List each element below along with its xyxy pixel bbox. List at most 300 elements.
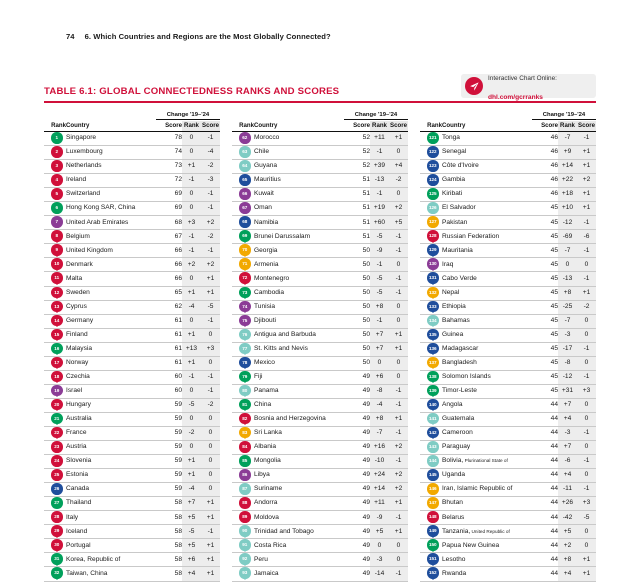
change-rank-cell: +39 [370, 160, 389, 174]
change-score-cell: +2 [389, 483, 408, 497]
table-row [420, 174, 596, 188]
rank-pin-icon: 29 [51, 525, 63, 537]
table-row [420, 286, 596, 300]
score-cell: 44 [532, 469, 558, 483]
table-row [232, 216, 408, 230]
rank-pin-icon: 124 [427, 174, 439, 186]
table-row [232, 230, 408, 244]
change-score-cell: 0 [201, 469, 220, 483]
rank-pin-icon: 93 [239, 567, 251, 579]
country-cell: Fiji [254, 370, 344, 384]
country-cell: Djibouti [254, 314, 344, 328]
rank-pin-icon: 139 [427, 385, 439, 397]
rank-cell [232, 216, 254, 230]
table-row [232, 567, 408, 581]
change-score-cell: -1 [577, 426, 596, 440]
change-rank-cell: -1 [370, 146, 389, 160]
rank-pin-icon: 92 [239, 553, 251, 565]
country-cell: Tonga [442, 132, 532, 146]
score-cell: 45 [532, 286, 558, 300]
rank-pin-icon: 19 [51, 385, 63, 397]
rank-cell [44, 300, 66, 314]
rank-pin-icon: 90 [239, 525, 251, 537]
table-row [232, 300, 408, 314]
rank-cell [44, 384, 66, 398]
rank-cell [44, 328, 66, 342]
rank-pin-icon: 17 [51, 357, 63, 369]
rank-table-3 [420, 121, 596, 582]
change-rank-cell: -5 [182, 398, 201, 412]
change-rank-cell: +11 [370, 497, 389, 511]
change-score-cell: -1 [389, 244, 408, 258]
rank-pin-icon: 66 [239, 188, 251, 200]
table-row [44, 356, 220, 370]
rank-cell [420, 188, 442, 202]
rank-pin-icon: 82 [239, 413, 251, 425]
change-rank-cell: +9 [558, 146, 577, 160]
score-cell: 61 [156, 342, 182, 356]
table-row [420, 216, 596, 230]
rank-cell [44, 314, 66, 328]
change-score-cell: +1 [201, 272, 220, 286]
table-row [44, 244, 220, 258]
change-score-cell: 0 [577, 412, 596, 426]
rank-pin-icon: 67 [239, 202, 251, 214]
country-cell: Hungary [66, 398, 156, 412]
change-score-cell: -1 [389, 230, 408, 244]
country-cell: Luxembourg [66, 146, 156, 160]
change-rank-cell: +2 [558, 539, 577, 553]
change-rank-cell: +4 [558, 567, 577, 581]
change-rank-cell: +1 [182, 356, 201, 370]
score-cell: 44 [532, 511, 558, 525]
interactive-chart-link[interactable] [461, 74, 596, 101]
country-cell: Madagascar [442, 342, 532, 356]
rank-table-2 [232, 121, 408, 582]
rank-cell [232, 567, 254, 581]
change-rank-cell: +19 [370, 202, 389, 216]
score-cell: 46 [532, 174, 558, 188]
change-rank-cell: +3 [182, 216, 201, 230]
country-cell: Portugal [66, 539, 156, 553]
change-rank-cell: +1 [182, 160, 201, 174]
country-cell: Côte d'Ivoire [442, 160, 532, 174]
page-number: 74 [66, 32, 75, 41]
table-row [44, 539, 220, 553]
change-score-cell: +3 [577, 384, 596, 398]
score-cell: 59 [156, 483, 182, 497]
table-row [44, 455, 220, 469]
interactive-chart-label: Interactive Chart Online: [488, 75, 557, 83]
change-group-header: Change '19–'24 [344, 112, 408, 120]
change-score-cell: -1 [389, 455, 408, 469]
header-score: Score [156, 121, 182, 132]
rank-pin-icon: 6 [51, 202, 63, 214]
rank-pin-icon: 69 [239, 230, 251, 242]
change-score-cell: -1 [201, 188, 220, 202]
change-score-cell: +1 [201, 497, 220, 511]
rank-cell [232, 525, 254, 539]
rank-cell [232, 483, 254, 497]
rank-cell [44, 469, 66, 483]
change-score-cell: 0 [201, 455, 220, 469]
rank-pin-icon: 132 [427, 287, 439, 299]
score-cell: 50 [344, 286, 370, 300]
rank-cell [232, 258, 254, 272]
rank-cell [420, 525, 442, 539]
score-cell: 52 [344, 146, 370, 160]
change-rank-cell: +13 [182, 342, 201, 356]
header-country: Country [442, 121, 532, 132]
change-rank-cell: 0 [182, 146, 201, 160]
country-cell: Georgia [254, 244, 344, 258]
rank-cell [44, 174, 66, 188]
score-cell: 45 [532, 230, 558, 244]
change-rank-cell: 0 [370, 356, 389, 370]
header-change-score: Score [577, 121, 596, 132]
score-cell: 74 [156, 146, 182, 160]
country-cell: Panama [254, 384, 344, 398]
change-rank-cell: -1 [370, 188, 389, 202]
table-row [44, 511, 220, 525]
table-row [44, 258, 220, 272]
country-cell: Kiribati [442, 188, 532, 202]
country-cell: Ethiopia [442, 300, 532, 314]
table-row [232, 188, 408, 202]
rank-cell [420, 412, 442, 426]
change-score-cell: -6 [577, 230, 596, 244]
change-score-cell: 0 [201, 483, 220, 497]
country-cell: Senegal [442, 146, 532, 160]
country-cell: Germany [66, 314, 156, 328]
rank-pin-icon: 18 [51, 371, 63, 383]
change-rank-cell: -1 [182, 230, 201, 244]
country-cell: Lesotho [442, 553, 532, 567]
country-cell: Papua New Guinea [442, 539, 532, 553]
table-row [420, 384, 596, 398]
rank-pin-icon: 150 [427, 539, 439, 551]
header-country: Country [66, 121, 156, 132]
rank-pin-icon: 2 [51, 146, 63, 158]
table-row [232, 314, 408, 328]
rank-pin-icon: 130 [427, 258, 439, 270]
score-cell: 45 [532, 244, 558, 258]
score-cell: 59 [156, 398, 182, 412]
country-cell: Brunei Darussalam [254, 230, 344, 244]
rank-pin-icon: 79 [239, 371, 251, 383]
score-cell: 66 [156, 272, 182, 286]
country-cell: Andorra [254, 497, 344, 511]
country-cell: Paraguay [442, 441, 532, 455]
change-rank-cell: -3 [558, 328, 577, 342]
change-rank-cell: -25 [558, 300, 577, 314]
table-row [44, 230, 220, 244]
change-score-cell: -5 [577, 511, 596, 525]
rank-pin-icon: 84 [239, 441, 251, 453]
country-cell: Czechia [66, 370, 156, 384]
change-score-cell: -1 [389, 511, 408, 525]
rank-pin-icon: 125 [427, 188, 439, 200]
rank-pin-icon: 134 [427, 315, 439, 327]
change-score-cell: -2 [577, 300, 596, 314]
change-score-cell: +1 [577, 286, 596, 300]
change-score-cell: +2 [577, 174, 596, 188]
rank-cell [232, 132, 254, 146]
table-row [232, 398, 408, 412]
change-rank-cell: -5 [182, 525, 201, 539]
rank-cell [232, 244, 254, 258]
change-score-cell: +1 [201, 553, 220, 567]
change-rank-cell: -7 [558, 314, 577, 328]
rank-cell [232, 188, 254, 202]
country-cell: El Salvador [442, 202, 532, 216]
score-cell: 52 [344, 160, 370, 174]
change-rank-cell: -10 [370, 455, 389, 469]
table-row [232, 370, 408, 384]
change-rank-cell: +7 [558, 398, 577, 412]
table-row [232, 202, 408, 216]
change-rank-cell: +16 [370, 441, 389, 455]
country-cell: Taiwan, China [66, 567, 156, 581]
change-rank-cell: -3 [558, 426, 577, 440]
table-row [420, 426, 596, 440]
country-cell: Guatemala [442, 412, 532, 426]
score-cell: 44 [532, 497, 558, 511]
change-rank-cell: +14 [558, 160, 577, 174]
rank-cell [232, 314, 254, 328]
score-cell: 51 [344, 188, 370, 202]
score-cell: 49 [344, 553, 370, 567]
rank-cell [44, 230, 66, 244]
rank-pin-icon: 80 [239, 385, 251, 397]
rank-pin-icon: 15 [51, 329, 63, 341]
rank-cell [420, 286, 442, 300]
change-rank-cell: -17 [558, 342, 577, 356]
score-cell: 50 [344, 244, 370, 258]
rank-cell [44, 398, 66, 412]
rank-cell [44, 342, 66, 356]
change-rank-cell: -7 [558, 244, 577, 258]
score-cell: 50 [344, 272, 370, 286]
score-cell: 44 [532, 539, 558, 553]
change-rank-cell: -3 [370, 553, 389, 567]
score-cell: 49 [344, 398, 370, 412]
country-cell: Pakistan [442, 216, 532, 230]
rank-cell [44, 539, 66, 553]
change-score-cell: +2 [201, 258, 220, 272]
rank-cell [232, 398, 254, 412]
page-title: TABLE 6.1: GLOBAL CONNECTEDNESS RANKS AND SCORES [44, 86, 340, 97]
country-cell: Chile [254, 146, 344, 160]
change-score-cell: +1 [577, 567, 596, 581]
table-row [232, 441, 408, 455]
table-header-row [420, 121, 596, 132]
change-rank-cell: +1 [182, 328, 201, 342]
rank-cell [420, 483, 442, 497]
rank-cell [420, 132, 442, 146]
table-row [420, 441, 596, 455]
change-score-cell: 0 [389, 356, 408, 370]
score-cell: 60 [156, 370, 182, 384]
country-cell: Korea, Republic of [66, 553, 156, 567]
change-score-cell: +1 [201, 539, 220, 553]
interactive-chart-text [488, 67, 557, 105]
country-cell: Cambodia [254, 286, 344, 300]
change-score-cell: 0 [201, 356, 220, 370]
change-rank-cell: -4 [182, 300, 201, 314]
score-cell: 44 [532, 553, 558, 567]
country-cell: Malaysia [66, 342, 156, 356]
score-cell: 45 [532, 300, 558, 314]
change-score-cell: -1 [577, 370, 596, 384]
rank-cell [44, 356, 66, 370]
change-score-cell: 0 [389, 314, 408, 328]
change-rank-cell: +14 [370, 483, 389, 497]
table-row [420, 146, 596, 160]
rank-cell [44, 553, 66, 567]
change-score-cell: +1 [389, 525, 408, 539]
change-score-cell: +1 [389, 342, 408, 356]
change-score-cell: +3 [201, 342, 220, 356]
rank-pin-icon: 126 [427, 202, 439, 214]
change-rank-cell: +1 [182, 455, 201, 469]
change-score-cell: -2 [201, 160, 220, 174]
header-change-rank: Rank [182, 121, 201, 132]
change-score-cell: +1 [201, 286, 220, 300]
rank-pin-icon: 86 [239, 469, 251, 481]
country-cell: Montenegro [254, 272, 344, 286]
score-cell: 44 [532, 483, 558, 497]
change-rank-cell: 0 [182, 202, 201, 216]
country-cell: Cabo Verde [442, 272, 532, 286]
table-row [232, 412, 408, 426]
table-row [232, 146, 408, 160]
change-score-cell: +1 [577, 160, 596, 174]
interactive-chart-url: dhl.com/gcrranks [488, 94, 543, 101]
change-rank-cell: +7 [558, 441, 577, 455]
rank-cell [232, 426, 254, 440]
rank-cell [420, 511, 442, 525]
rank-cell [44, 272, 66, 286]
country-cell: Hong Kong SAR, China [66, 202, 156, 216]
change-score-cell: -1 [577, 272, 596, 286]
rank-pin-icon: 81 [239, 399, 251, 411]
change-rank-cell: 0 [182, 314, 201, 328]
country-cell: Malta [66, 272, 156, 286]
country-cell: Thailand [66, 497, 156, 511]
table-row [420, 188, 596, 202]
change-score-cell: 0 [201, 441, 220, 455]
change-score-cell: -1 [389, 384, 408, 398]
rank-pin-icon: 151 [427, 553, 439, 565]
rank-pin-icon: 62 [239, 132, 251, 144]
rank-cell [44, 202, 66, 216]
rank-pin-icon: 10 [51, 258, 63, 270]
score-cell: 51 [344, 230, 370, 244]
rank-pin-icon: 87 [239, 483, 251, 495]
table-row [420, 412, 596, 426]
table-row [44, 398, 220, 412]
rank-cell [44, 286, 66, 300]
country-cell: Iceland [66, 525, 156, 539]
change-rank-cell: +7 [370, 342, 389, 356]
table-row [420, 258, 596, 272]
chapter-title: 6. Which Countries and Regions are the Most Globally Connected? [84, 32, 331, 41]
rank-table-1 [44, 121, 220, 582]
change-score-cell: 0 [577, 441, 596, 455]
table-row [420, 553, 596, 567]
rank-cell [232, 160, 254, 174]
country-cell: Cyprus [66, 300, 156, 314]
score-cell: 73 [156, 160, 182, 174]
rank-cell [420, 497, 442, 511]
rank-pin-icon: 28 [51, 511, 63, 523]
rank-pin-icon: 141 [427, 413, 439, 425]
country-cell: Austria [66, 441, 156, 455]
country-cell: Belgium [66, 230, 156, 244]
score-cell: 59 [156, 441, 182, 455]
score-cell: 61 [156, 328, 182, 342]
score-cell: 46 [532, 160, 558, 174]
rank-cell [420, 398, 442, 412]
table-row [44, 567, 220, 581]
score-cell: 67 [156, 230, 182, 244]
rank-pin-icon: 146 [427, 483, 439, 495]
score-cell: 68 [156, 216, 182, 230]
country-cell: Australia [66, 412, 156, 426]
country-cell: Italy [66, 511, 156, 525]
change-score-cell: 0 [577, 356, 596, 370]
change-rank-cell: -11 [558, 483, 577, 497]
rank-pin-icon: 21 [51, 413, 63, 425]
score-cell: 49 [344, 469, 370, 483]
table-row [44, 469, 220, 483]
change-score-cell: -2 [201, 230, 220, 244]
change-rank-cell: -2 [182, 426, 201, 440]
rank-pin-icon: 136 [427, 343, 439, 355]
rank-cell [44, 216, 66, 230]
rank-pin-icon: 31 [51, 553, 63, 565]
change-score-cell: 0 [389, 258, 408, 272]
rank-cell [44, 160, 66, 174]
country-cell: Timor-Leste [442, 384, 532, 398]
rank-pin-icon: 127 [427, 216, 439, 228]
rank-cell [44, 525, 66, 539]
change-rank-cell: +8 [558, 286, 577, 300]
rank-cell [420, 455, 442, 469]
change-rank-cell: -4 [370, 398, 389, 412]
change-rank-cell: 0 [182, 272, 201, 286]
rank-cell [420, 426, 442, 440]
change-score-cell: 0 [201, 426, 220, 440]
change-score-cell: +2 [201, 216, 220, 230]
rank-pin-icon: 9 [51, 244, 63, 256]
change-score-cell: 0 [389, 370, 408, 384]
table-row [232, 553, 408, 567]
rank-cell [44, 455, 66, 469]
score-cell: 45 [532, 314, 558, 328]
change-score-cell: -1 [577, 342, 596, 356]
change-score-cell: -5 [201, 300, 220, 314]
country-cell: Peru [254, 553, 344, 567]
change-score-cell: +1 [577, 188, 596, 202]
country-cell: Russian Federation [442, 230, 532, 244]
country-cell: Tunisia [254, 300, 344, 314]
change-rank-cell: -13 [558, 272, 577, 286]
rank-pin-icon: 135 [427, 329, 439, 341]
country-subtext: Plurinational State of [463, 458, 508, 464]
rank-cell [44, 567, 66, 581]
